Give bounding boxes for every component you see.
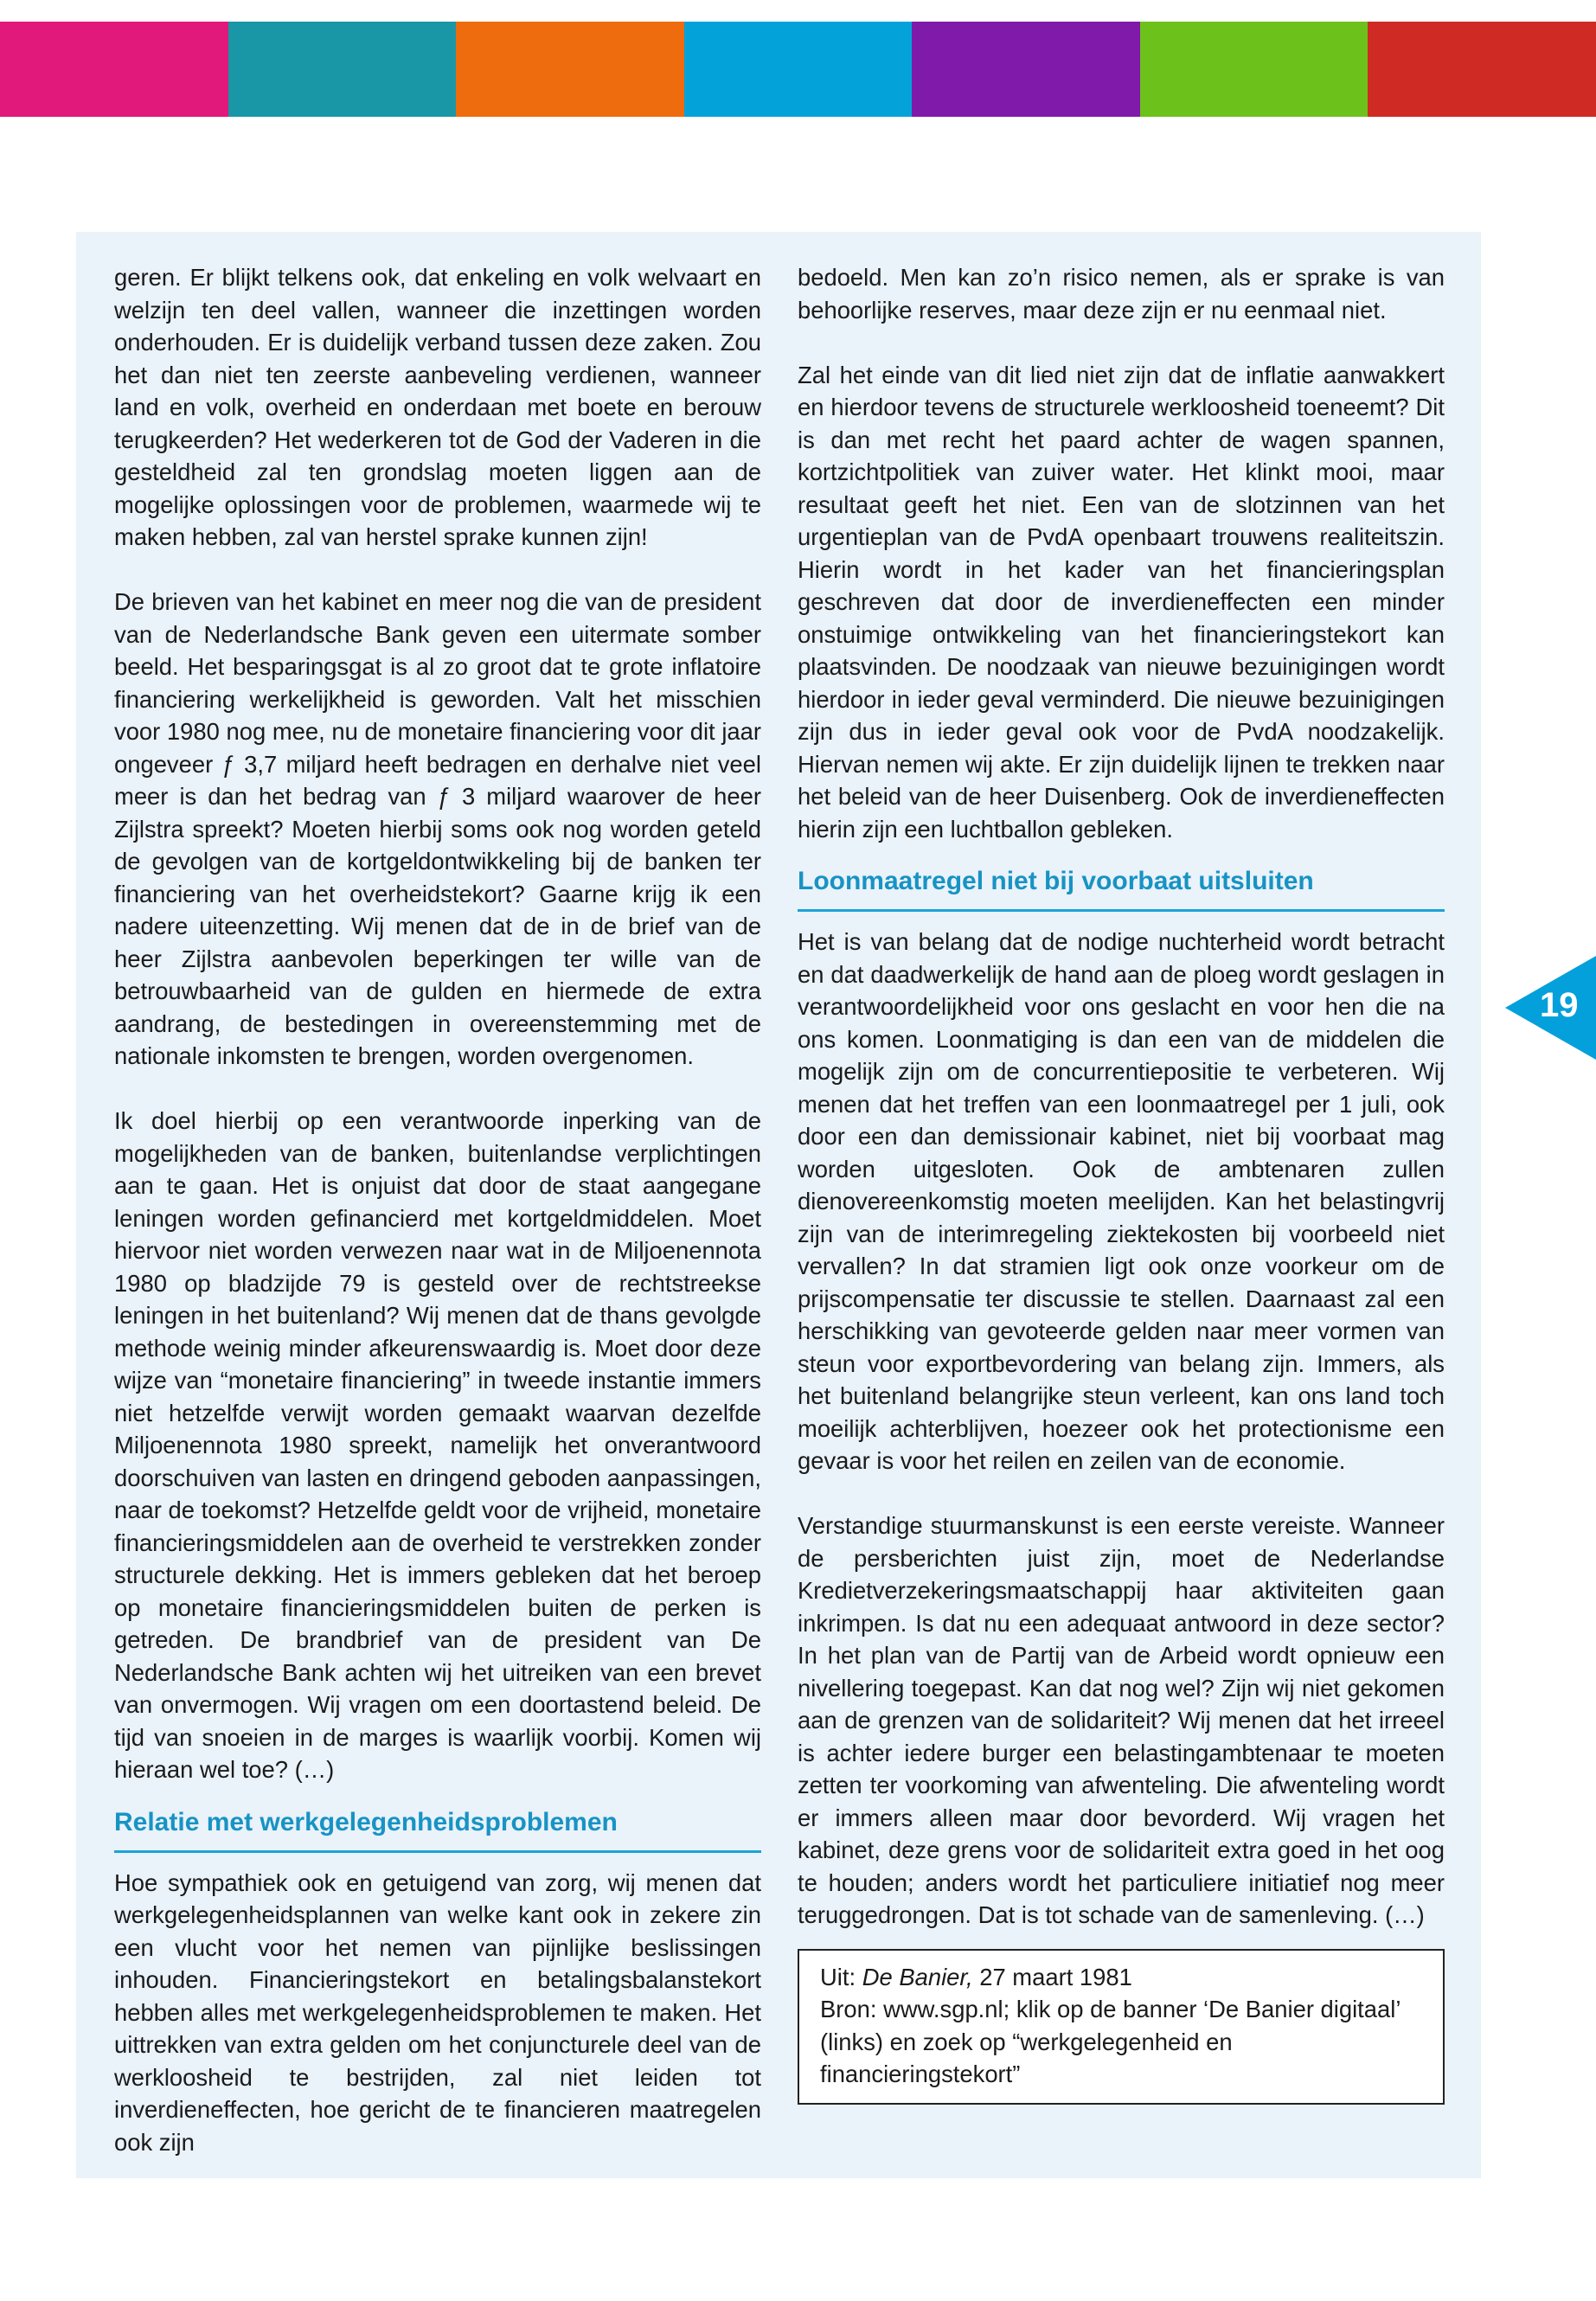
left-column: [114, 261, 761, 2191]
paragraph: geren. Er blijkt telkens ook, dat enkeling en volk welvaart en welzijn ten deel vallen, wanneer die inzettingen worden onderhouden. Er is duidelijk verband tussen deze zaken. Zou het dan niet ten zeerste aanbeveling verdienen, wanneer land en volk, overheid en onderdaan met boete en berouw terugkeerden? Het wederkeren tot de God der Vaderen in die gesteldheid zal ten grondslag moeten liggen aan de mogelijke oplossingen voor de problemen, waarmede wij te maken hebben, zal van herstel sprake kunnen zijn!: [114, 264, 761, 550]
paragraph: De brieven van het kabinet en meer nog die van de president van de Nederlandsche Bank geven een uitermate somber beeld. Het besparingsgat is al zo groot dat te grote inflatoire financiering werkelijkheid is geworden. Valt het misschien voor 1980 nog mee, nu de monetaire financiering voor dit jaar ongeveer ƒ 3,7 miljard heeft bedragen en derhalve niet veel meer is dan het bedrag van ƒ 3 miljard waarover de heer Zijlstra spreekt? Moeten hierbij soms ook nog worden geteld de gevolgen van de kortgeldontwikkeling bij de banken ter financiering van het overheidstekort? Gaarne krijg ik een nadere uiteenzetting. Wij menen dat de in de brief van de heer Zijlstra aanbevolen beperkingen ter wille van de betrouwbaarheid van de gulden en hiermede de extra aandrang, de bestedingen in overeenstemming met de nationale inkomsten te brengen, worden overgenomen.: [114, 588, 761, 1069]
paragraph: Verstandige stuurmanskunst is een eerste vereiste. Wanneer de persberichten juist zijn, moet de Nederlandse Kredietverzekeringsmaatschappij haar aktiviteiten gaan inkrimpen. Is dat nu een adequaat antwoord in deze sector? In het plan van de Partij van de Arbeid wordt opnieuw een nivellering toegepast. Kan dat nog wel? Zijn wij niet gekomen aan de grenzen van de solidariteit? Wij menen dat het irreeel is achter iedere burger een belastingambtenaar te moeten zetten ter voorkoming van afwenteling. Die afwenteling wordt er immers alleen maar door bevorderd. Wij vragen het kabinet, deze grens voor de solidariteit extra goed in het oog te houden; anders wordt het particuliere initiatief nog meer teruggedrongen. Dat is tot schade van de samenleving. (…): [798, 1512, 1445, 1928]
stripe-purple: [912, 22, 1140, 117]
paragraph: bedoeld. Men kan zo’n risico nemen, als er sprake is van behoorlijke reserves, maar deze zijn er nu eenmaal niet.: [798, 264, 1445, 324]
stripe-green: [1140, 22, 1368, 117]
source-box: [798, 1949, 1445, 2105]
publication-title: De Banier,: [862, 1963, 973, 1990]
stripe-red: [1368, 22, 1596, 117]
stripe-magenta: [0, 22, 228, 117]
paragraph: Zal het einde van dit lied niet zijn dat de inflatie aanwakkert en hierdoor tevens de structurele werkloosheid toeneemt? Dit is dan met recht het paard achter de wagen spannen, kortzichtpolitiek van zuiver water. Het klinkt mooi, maar resultaat geeft het niet. Een van de slotzinnen van het urgentieplan van de PvdA openbaart trouwens realiteitszin. Hierin wordt in het kader van het financieringsplan geschreven dat door de inverdieneffecten een minder onstuimige ontwikkeling van het financieringstekort kan plaatsvinden. De noodzaak van nieuwe bezuinigingen wordt hierdoor in ieder geval verminderd. Die nieuwe bezuinigingen zijn dus in ieder geval ook voor de PvdA noodzakelijk. Hiervan nemen wij akte. Er zijn duidelijk lijnen te trekken naar het beleid van de heer Duisenberg. Ook de inverdieneffecten hierin zijn een luchtballon gebleken.: [798, 361, 1445, 843]
page-number: 19: [1540, 986, 1579, 1024]
stripe-cyan: [684, 22, 913, 117]
source-line: [820, 1961, 1422, 1994]
stripe-orange: [456, 22, 684, 117]
section-heading: Loonmaatregel niet bij voorbaat uitsluiten: [798, 864, 1445, 912]
paragraph: Ik doel hierbij op een verantwoorde inperking van de mogelijkheden van de banken, buitenlandse verplichtingen aan te gaan. Het is onjuist dat door de staat aangegane leningen worden gefinancierd met kortgeldmiddelen. Moet hiervoor niet worden verwezen naar wat in de Miljoenennota 1980 op bladzijde 79 is gesteld over de rechtstreekse leningen in het buitenland? Wij menen dat de thans gevolgde methode weinig minder afkeurenswaardig is. Moet door deze wijze van “monetaire financiering” in tweede instantie immers niet hetzelfde verwijt worden gemaakt waarvan dezelfde Miljoenennota 1980 spreekt, namelijk het onverantwoord doorschuiven van lasten en dringend geboden aanpassingen, naar de toekomst? Hetzelfde geldt voor de vrijheid, monetaire financieringsmiddelen aan de overheid te verstrekken zonder structurele dekking. Het is immers gebleken dat het beroep op monetaire financieringsmiddelen buiten de perken is getreden. De brandbrief van de president van De Nederlandsche Bank achten wij het uitreiken van een brevet van onvermogen. Wij vragen om een doortastend beleid. De tijd van snoeien in de marges is waarlijk voorbij. Komen wij hieraan wel toe? (…): [114, 1107, 761, 1783]
paragraph: Het is van belang dat de nodige nuchterheid wordt betracht en dat daadwerkelijk de hand aan de ploeg wordt geslagen in verantwoordelijkheid voor ons geslacht en voor hen die na ons komen. Loonmatiging is dan een van de middelen die mogelijk zijn om de concurrentiepositie te verbeteren. Wij menen dat het treffen van een loonmaatregel per 1 juli, ook door een dan demissionair kabinet, niet bij voorbaat mag worden uitgesloten. Ook de ambtenaren zullen dienovereenkomstig moeten meelijden. Kan het belastingvrij zijn van de interimregeling ziektekosten bij voorbeeld niet vervallen? In dat stramien ligt ook onze voorkeur om de prijscompensatie ter discussie te stellen. Daarnaast zal een herschikking van gevoteerde gelden naar meer vormen van steun voor exportbevordering van belang zijn. Immers, als het buitenland belangrijke steun verleent, kan ons land toch moeilijk achterblijven, hoezeer ook het protectionisme een gevaar is voor het reilen en zeilen van de economie.: [798, 928, 1445, 1474]
color-stripe-bar: [0, 22, 1596, 117]
paragraph: Hoe sympathiek ook en getuigend van zorg, wij menen dat werkgelegenheidsplannen van welke kant ook in zekere zin een vlucht voor het nemen van pijnlijke beslissingen inhouden. Financieringstekort en betalingsbalanstekort hebben alles met werkgelegenheidsproblemen te maken. Het uittrekken van extra gelden om het conjuncturele deel van de werkloosheid te bestrijden, zal niet leiden tot inverdieneffecten, hoe gericht de te financieren maatregelen ook zijn: [114, 1868, 761, 2156]
stripe-teal: [228, 22, 457, 117]
publication-date: 27 maart 1981: [972, 1963, 1132, 1990]
bron-line: Bron: www.sgp.nl; klik op de banner ‘De Banier digitaal’ (links) en zoek op “werkgelegenheid en financieringstekort”: [820, 1996, 1401, 2087]
source-prefix: Uit:: [820, 1963, 862, 1990]
section-heading: Relatie met werkgelegenheidsproblemen: [114, 1805, 761, 1853]
right-column: [798, 261, 1445, 2105]
